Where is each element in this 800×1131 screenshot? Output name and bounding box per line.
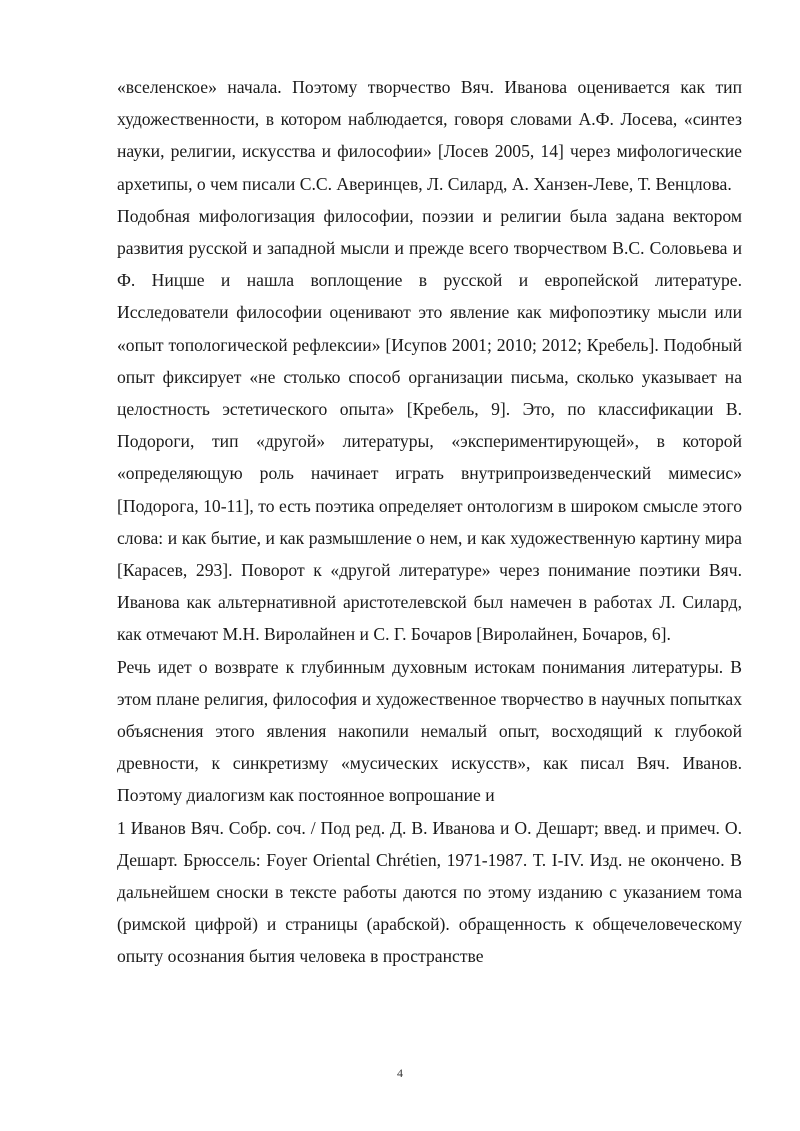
paragraph-3: Речь идет о возврате к глубинным духовным истокам понимания литературы. В этом плане религия, философия и художественное творчество в научных попытках объяснения этого явления накопили немалый опыт, восходящий к глубокой древности, к синкретизму «мусических искусств», как писал Вяч. Иванов. Поэтому диалогизм как постоянное вопрошание и — [117, 656, 742, 806]
body-text — [117, 71, 742, 973]
paragraph-1: «вселенское» начала. Поэтому творчество Вяч. Иванова оценивается как тип художественности, в котором наблюдается, говоря словами А.Ф. Лосева, «синтез науки, религии, искусства и философии» [Лосев 2005, 14] через мифологические архетипы, о чем писали С.С. Аверинцев, Л. Силард, А. Ханзен-Леве, Т. Венцлова. — [117, 77, 742, 194]
page-number: 4 — [397, 1066, 403, 1080]
footnote-1: 1 Иванов Вяч. Собр. соч. / Под ред. Д. В. Иванова и О. Дешарт; введ. и примеч. О. Дешарт. Брюссель: Foyer Oriental Chrétien, 1971-1987. Т. I-IV. Изд. не окончено. В дальнейшем сноски в тексте работы даются по этому изданию с указанием тома (римской цифрой) и страницы (арабской). обращенность к общечеловеческому опыту осознания бытия человека в пространстве — [117, 817, 742, 967]
paragraph-2: Подобная мифологизация философии, поэзии и религии была задана вектором развития русской и западной мысли и прежде всего творчеством В.С. Соловьева и Ф. Ницше и нашла воплощение в русской и европейской литературе. Исследователи философии оценивают это явление как мифопоэтику мысли или «опыт топологической рефлексии» [Исупов 2001; 2010; 2012; Кребель]. Подобный опыт фиксирует «не столько способ организации письма, сколько указывает на целостность эстетического опыта» [Кребель, 9]. Это, по классификации В. Подороги, тип «другой» литературы, «экспериментирующей», в которой «определяющую роль начинает играть внутрипроизведенческий мимесис» [Подорога, 10-11], то есть поэтика определяет онтологизм в широком смысле этого слова: и как бытие, и как размышление о нем, и как художественную картину мира [Карасев, 293]. Поворот к «другой литературе» через понимание поэтики Вяч. Иванова как альтернативной аристотелевской был намечен в работах Л. Силард, как отмечают М.Н. Виролайнен и С. Г. Бочаров [Виролайнен, Бочаров, 6]. — [117, 205, 742, 645]
